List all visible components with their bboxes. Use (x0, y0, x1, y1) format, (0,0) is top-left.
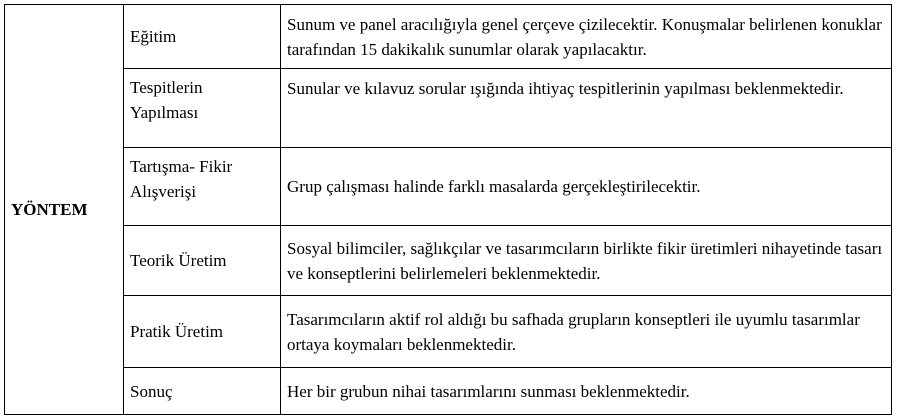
stage-label: Teorik Üretim (124, 226, 281, 296)
table-row (5, 226, 892, 296)
stage-description: Grup çalışması halinde farklı masalarda gerçekleştirilecektir. (281, 148, 892, 226)
stage-description: Sunum ve panel aracılığıyla genel çerçeve çizilecektir. Konuşmalar belirlenen konuklar tarafından 15 dakikalık sunumlar olarak yapılacaktır. (281, 5, 892, 69)
stage-description: Her bir grubun nihai tasarımlarını sunması beklenmektedir. (281, 368, 892, 415)
stage-description: Tasarımcıların aktif rol aldığı bu safhada grupların konseptleri ile uyumlu tasarımlar ortaya koymaları beklenmektedir. (281, 296, 892, 368)
section-title: YÖNTEM (5, 5, 124, 415)
table-row (5, 368, 892, 415)
stage-description: Sosyal bilimciler, sağlıkçılar ve tasarımcıların birlikte fikir üretimleri nihayetinde tasarı ve konseptlerini belirlemeleri beklenmektedir. (281, 226, 892, 296)
stage-label: Eğitim (124, 5, 281, 69)
table-row (5, 5, 892, 69)
table-row (5, 296, 892, 368)
stage-label: Sonuç (124, 368, 281, 415)
table-row (5, 69, 892, 148)
stage-label: Tespitlerin Yapılması (124, 69, 281, 148)
stage-label: Pratik Üretim (124, 296, 281, 368)
stage-label: Tartışma- Fikir Alışverişi (124, 148, 281, 226)
stage-description: Sunular ve kılavuz sorular ışığında ihtiyaç tespitlerinin yapılması beklenmektedir. (281, 69, 892, 148)
table-row (5, 148, 892, 226)
method-table (4, 4, 892, 415)
